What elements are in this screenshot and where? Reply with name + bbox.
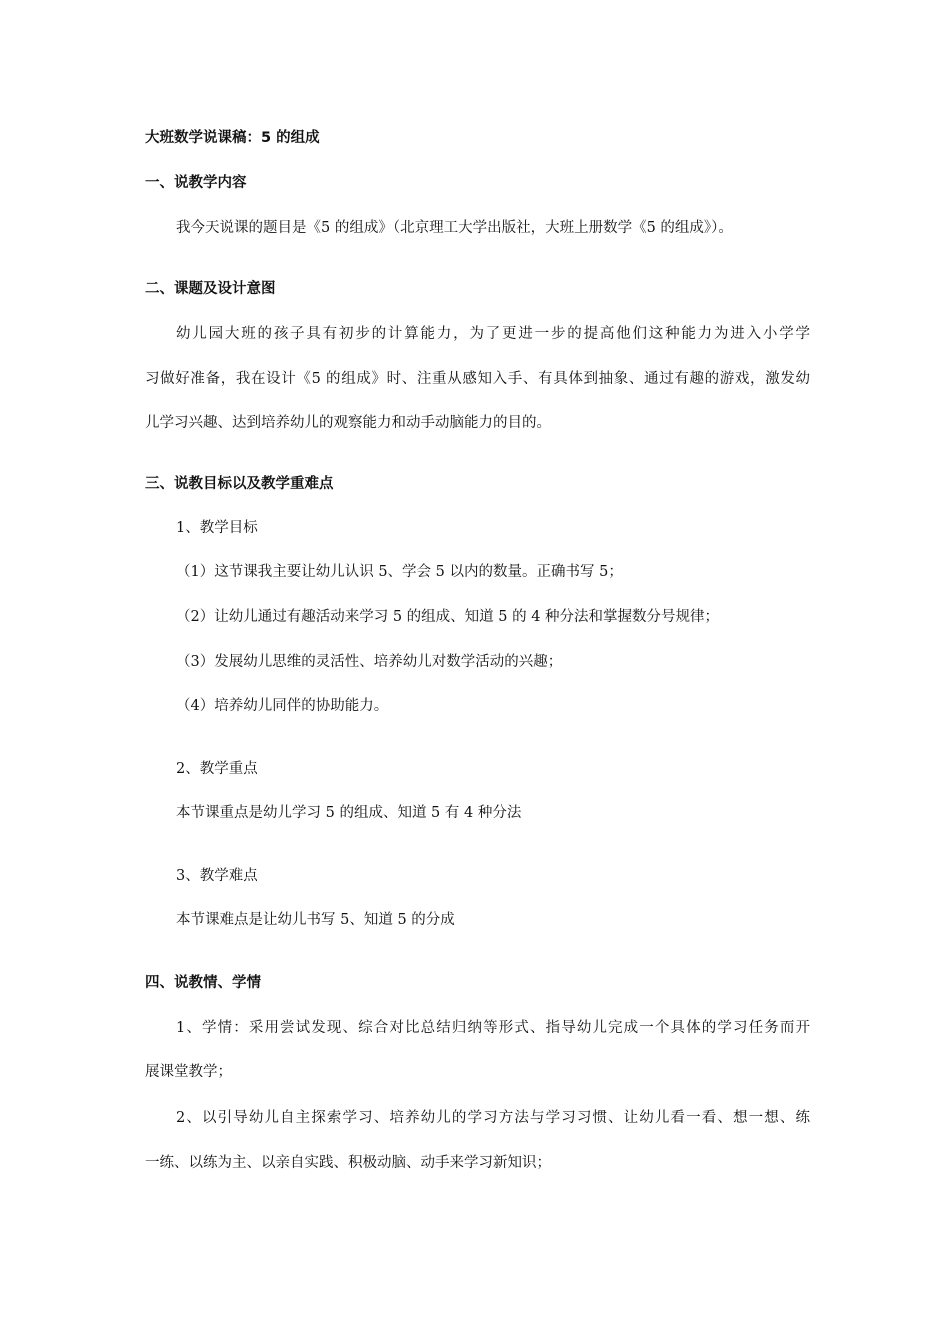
goal-item-4: （4）培养幼儿同伴的协助能力。 [176,698,389,714]
difficulty-text: 本节课难点是让幼儿书写 5、知道 5 的分成 [176,912,455,928]
section-2-line-1: 幼儿园大班的孩子具有初步的计算能力，为了更进一步的提高他们这种能力为进入小学学 [176,326,810,342]
key-point-text: 本节课重点是幼儿学习 5 的组成、知道 5 有 4 种分法 [176,805,522,821]
goal-item-3: （3）发展幼儿思维的灵活性、培养幼儿对数学活动的兴趣； [176,654,563,670]
key-point-title: 2、教学重点 [176,761,258,777]
section-2-line-2: 习做好准备，我在设计《5 的组成》时、注重从感知入手、有具体到抽象、通过有趣的游戏，激发幼 [145,371,810,387]
section-heading-3: 三、说教目标以及教学重难点 [145,476,334,492]
section-2-line-3: 儿学习兴趣、达到培养幼儿的观察能力和动手动脑能力的目的。 [145,415,551,431]
section-heading-4: 四、说教情、学情 [145,975,261,991]
section-4-item-1-line-2: 展课堂教学； [145,1064,232,1080]
section-heading-2: 二、课题及设计意图 [145,281,276,297]
goals-title: 1、教学目标 [176,520,258,536]
section-1-paragraph: 我今天说课的题目是《5 的组成》（北京理工大学出版社，大班上册数学《5 的组成》）。 [176,220,733,236]
document-title: 大班数学说课稿：5 的组成 [145,130,320,146]
goal-item-2: （2）让幼儿通过有趣活动来学习 5 的组成、知道 5 的 4 种分法和掌握数分号规律； [176,609,720,625]
section-4-item-2-line-2: 一练、以练为主、以亲自实践、积极动脑、动手来学习新知识； [145,1155,551,1171]
section-4-item-2-line-1: 2、以引导幼儿自主探索学习、培养幼儿的学习方法与学习习惯、让幼儿看一看、想一想、练 [176,1110,810,1126]
section-heading-1: 一、说教学内容 [145,175,247,191]
difficulty-title: 3、教学难点 [176,868,258,884]
goal-item-1: （1）这节课我主要让幼儿认识 5、学会 5 以内的数量。正确书写 5； [176,564,623,580]
section-4-item-1-line-1: 1、学情：采用尝试发现、综合对比总结归纳等形式、指导幼儿完成一个具体的学习任务而开 [176,1020,810,1036]
